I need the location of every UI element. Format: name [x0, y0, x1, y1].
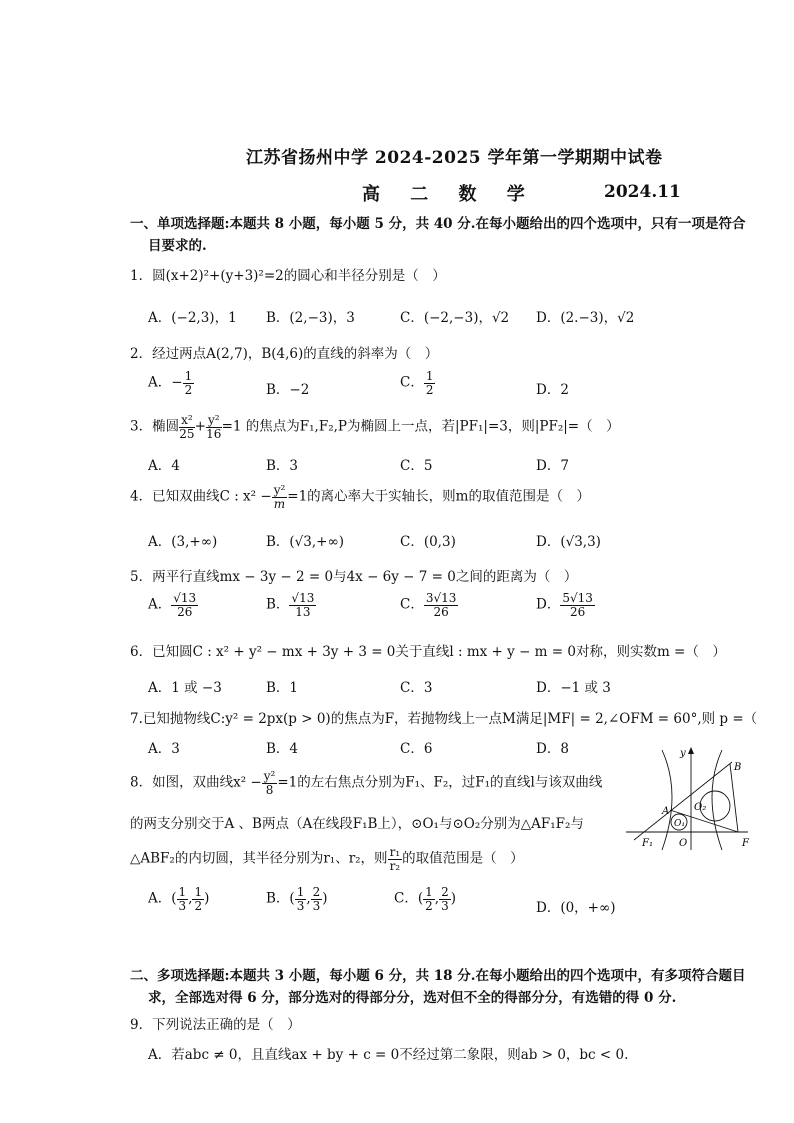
side-bf2: [730, 764, 738, 832]
q4-part2: =1的离心率大于实轴长，则m的取值范围是（ ）: [287, 488, 590, 505]
q9-option-a[interactable]: A．若abc ≠ 0，且直线ax + by + c = 0不经过第二象限，则ab > 0，bc < 0.: [148, 1047, 629, 1063]
q8-frac-den: 8: [265, 782, 274, 797]
q3-part2: =1 的焦点为F₁,F₂,P为椭圆上一点，若|PF₁|=3，则|PF₂|=（ ）: [221, 418, 620, 435]
q5-b-num: √13: [291, 591, 315, 605]
q5-c-label: C．: [400, 596, 424, 613]
q8-a-label: A．: [148, 890, 172, 907]
q8-a-n2: 1: [194, 885, 203, 899]
q8-ratio-num: r₁: [389, 845, 401, 859]
label-f2: F: [742, 838, 749, 849]
q2-a-num: 1: [184, 369, 193, 383]
q8-b-frac1: [295, 886, 307, 912]
y-axis-arrow: [688, 747, 694, 754]
q5-c-fraction: [424, 592, 459, 618]
q5-a-den: 26: [177, 604, 193, 619]
q8-frac-num: y²: [263, 769, 276, 783]
q5-d-den: 26: [569, 604, 586, 619]
q8-option-b[interactable]: B．( $\frac{1}{3}$ , $\frac{2}{3}$ ): [266, 885, 328, 913]
q2-c-den: 2: [425, 382, 434, 397]
q8-c-frac1: [423, 886, 435, 912]
q1-option-a[interactable]: A．(−2,3)，1: [148, 310, 237, 326]
q3-frac-x: [179, 414, 195, 440]
q1-option-c[interactable]: C．(−2,−3)，√2: [400, 310, 510, 326]
q8-c-d2: 3: [441, 898, 449, 913]
exam-date: 2024.11: [604, 182, 681, 202]
q4-frac-den: m: [273, 496, 286, 511]
q4-part1: 4．已知双曲线C : x² −: [130, 488, 272, 505]
q5-c-den: 26: [433, 604, 449, 619]
q4-option-b[interactable]: B．(√3,+∞): [266, 534, 344, 550]
q3-f2-den: 16: [206, 426, 222, 441]
subject-title: 高 二 数 学: [362, 184, 537, 205]
q8-option-d[interactable]: D．(0，+∞): [536, 900, 616, 916]
exam-title: 江苏省扬州中学 2024-2025 学年第一学期期中试卷: [246, 148, 663, 168]
q7-option-d[interactable]: D．8: [536, 741, 569, 757]
q5-option-a[interactable]: [148, 592, 198, 618]
q8-a-frac1: [177, 886, 189, 912]
q3-part1: 3．椭圆: [130, 418, 180, 435]
q8-a-d2: 2: [194, 898, 203, 913]
q8-c-label: C．: [394, 890, 418, 907]
label-a: A: [662, 806, 670, 817]
q8-a-d1: 3: [178, 898, 187, 913]
q5-d-fraction: [560, 592, 595, 618]
q2-c-fraction: [424, 370, 436, 396]
q5-option-b[interactable]: [266, 592, 316, 618]
q8-a-n1: 1: [178, 885, 187, 899]
q3-f1-num: x²: [181, 413, 193, 427]
q7-option-c[interactable]: C．6: [400, 741, 433, 757]
q5-a-fraction: [171, 592, 198, 618]
q2-a-den: 2: [184, 382, 193, 397]
q2-option-b[interactable]: B．−2: [266, 382, 310, 398]
q8-line2: 的两支分别交于A 、B两点（A在线段F₁B上），⊙O₁与⊙O₂分别为△AF₁F₂与: [130, 816, 584, 832]
q3-option-a[interactable]: A．4: [148, 458, 180, 474]
q6-option-c[interactable]: C．3: [400, 680, 433, 696]
q8-b-n2: 2: [312, 885, 321, 899]
section2-heading: 二、多项选择题:本题共 3 小题，每小题 6 分，共 18 分.在每小题给出的四个选项中，有多项符合题目: [130, 968, 746, 984]
q3-frac-y: [206, 414, 222, 440]
q5-a-label: A．: [148, 596, 172, 613]
section1-heading: 一、单项选择题:本题共 8 小题，每小题 5 分，共 40 分.在每小题给出的四个选项中，只有一项是符合: [130, 216, 746, 232]
label-o1: O₁: [674, 819, 685, 829]
q5-d-label: D．: [536, 596, 561, 613]
section2-heading-cont: 求，全部选对得 6 分，部分选对的得部分分，选对但不全的得部分分，有选错的得 0 分.: [148, 990, 677, 1006]
q4-option-a[interactable]: A．(3,+∞): [148, 534, 218, 550]
q5-b-fraction: [289, 592, 316, 618]
q8-c-d1: 2: [425, 898, 433, 913]
q5-option-d[interactable]: [536, 592, 595, 618]
q8-ratio: [388, 846, 403, 872]
q8-line3-b: 的取值范围是（ ）: [402, 850, 524, 867]
q4-option-c[interactable]: C．(0,3): [400, 534, 456, 550]
q8-b-d2: 3: [312, 898, 321, 913]
section1-heading-cont: 目要求的.: [148, 238, 207, 254]
q8-stem: [130, 770, 602, 796]
q1-option-d[interactable]: D．(2.−3)，√2: [536, 310, 635, 326]
q8-option-a[interactable]: A．( $\frac{1}{3}$ , $\frac{1}{2}$ ): [148, 885, 210, 913]
q6-option-b[interactable]: B．1: [266, 680, 299, 696]
hyperbola-right-branch: [712, 750, 722, 850]
q7-stem: 7.已知抛物线C:y² = 2px(p > 0)的焦点为F，若抛物线上一点M满足|MF| = 2,∠OFM = 60°,则 p =（: [130, 711, 758, 727]
q3-stem: [130, 414, 620, 440]
q8-c-n2: 2: [441, 885, 449, 899]
label-f1: F₁: [642, 838, 653, 849]
q3-option-b[interactable]: B．3: [266, 458, 299, 474]
q7-option-a[interactable]: A．3: [148, 741, 180, 757]
q2-a-prefix: A．−: [148, 374, 183, 391]
q6-option-d[interactable]: D．−1 或 3: [536, 680, 611, 696]
q1-option-b[interactable]: B．(2,−3)，3: [266, 310, 355, 326]
q4-option-d[interactable]: D．(√3,3): [536, 534, 601, 550]
q8-a-frac2: [192, 886, 204, 912]
q6-stem: 6．已知圆C : x² + y² − mx + 3y + 3 = 0关于直线l : mx + y − m = 0对称，则实数m =（ ）: [130, 644, 726, 660]
q3-option-d[interactable]: D．7: [536, 458, 569, 474]
q2-option-a[interactable]: [148, 370, 194, 396]
q8-part1: 8．如图，双曲线x² −: [130, 774, 262, 791]
q5-a-num: √13: [173, 591, 197, 605]
q8-line3-a: △ABF₂的内切圆，其半径分别为r₁、r₂，则: [130, 850, 388, 867]
q8-hyperbola-figure: [622, 744, 752, 854]
label-y: y: [680, 748, 686, 759]
q8-line3: [130, 846, 524, 872]
q5-b-den: 13: [295, 604, 311, 619]
q4-frac-num: y²: [273, 483, 286, 497]
q8-b-d1: 3: [296, 898, 305, 913]
q5-option-c[interactable]: [400, 592, 458, 618]
q8-c-frac2: [439, 886, 451, 912]
q3-plus: +: [194, 418, 206, 435]
q9-stem: 9．下列说法正确的是（ ）: [130, 1017, 301, 1033]
q8-option-c[interactable]: C．( $\frac{1}{2}$ , $\frac{2}{3}$ ): [394, 885, 456, 913]
q3-f1-den: 25: [179, 426, 195, 441]
q4-stem: [130, 484, 590, 510]
q5-d-num: 5√13: [562, 591, 593, 605]
q2-option-d[interactable]: D．2: [536, 382, 569, 398]
q8-c-n1: 1: [425, 885, 433, 899]
q3-f2-num: y²: [207, 413, 220, 427]
q2-a-fraction: [183, 370, 195, 396]
label-o: O: [679, 838, 688, 849]
q2-c-num: 1: [425, 369, 434, 383]
q2-c-prefix: C．: [400, 374, 424, 391]
q5-b-label: B．: [266, 596, 290, 613]
q1-stem: 1．圆(x+2)²+(y+3)²=2的圆心和半径分别是（ ）: [130, 268, 446, 284]
q8-part2: =1的左右焦点分别为F₁、F₂，过F₁的直线l与该双曲线: [277, 774, 603, 791]
q8-frac: [262, 770, 278, 796]
q8-b-n1: 1: [296, 885, 305, 899]
q7-option-b[interactable]: B．4: [266, 741, 299, 757]
q4-frac: [272, 484, 288, 510]
q8-b-label: B．: [266, 890, 290, 907]
q2-option-c[interactable]: [400, 370, 435, 396]
q2-stem: 2．经过两点A(2,7)，B(4,6)的直线的斜率为（ ）: [130, 346, 439, 362]
q8-b-frac2: [311, 886, 323, 912]
q8-ratio-den: r₂: [389, 858, 401, 873]
q5-c-num: 3√13: [425, 591, 457, 605]
label-o2: O₂: [694, 802, 707, 813]
label-b: B: [734, 762, 742, 773]
q3-option-c[interactable]: C．5: [400, 458, 433, 474]
q6-option-a[interactable]: A．1 或 −3: [148, 680, 222, 696]
q5-stem: 5．两平行直线mx − 3y − 2 = 0与4x − 6y − 7 = 0之间的距离为（ ）: [130, 569, 578, 585]
hyperbola-left-branch: [662, 750, 672, 850]
